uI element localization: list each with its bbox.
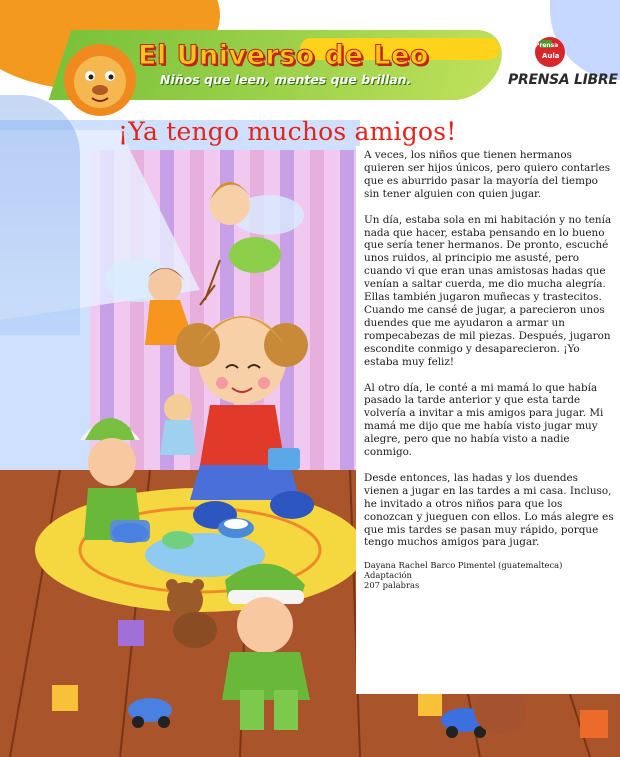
paragraph: A veces, los niños que tienen hermanos quieren ser hijos únicos, pero quiero contarles que es aburrido pasar la mayoría del tiempo sin tener alguien con quien jugar. <box>364 149 611 200</box>
paragraph: Desde entonces, las hadas y los duendes vienen a jugar en las tardes a mi casa. Incluso, he invitado a otros niños para que los conozcan y jueguen con ellos. Lo más alegre es que mis tardes se pasan muy rápido, porque tengo muchos amigos para jugar. <box>364 471 614 549</box>
brand-title: El Universo de Leo <box>138 40 429 71</box>
badge-line2: Aula <box>542 52 560 60</box>
credit-note: Adaptación <box>364 570 412 581</box>
article-credit <box>364 560 614 590</box>
brand-block <box>138 40 429 87</box>
article-body <box>364 149 614 590</box>
lion-logo-icon <box>60 40 140 120</box>
badge-line1: Prensa <box>535 42 559 49</box>
article-title: ¡Ya tengo muchos amigos! <box>118 117 457 146</box>
doll <box>160 394 196 455</box>
paragraph: Al otro día, le conté a mi mamá lo que había pasado la tarde anterior y que esta tarde volvería a invitar a mis amigos para jugar. Mi mamá me dijo que me había visto jugar muy alegre, pero que no había visto a nadie conmigo. <box>364 381 604 459</box>
publisher-name: PRENSA LIBRE <box>508 72 618 88</box>
left-blue-swoosh <box>0 95 80 335</box>
credit-author: Dayana Rachel Barco Pimentel (guatemalteca) <box>364 560 563 571</box>
credit-words: 207 palabras <box>364 580 420 591</box>
paragraph: Un día, estaba sola en mi habitación y no tenía nada que hacer, estaba pensando en lo bueno que sería tener hermanos. De pronto, escuché unos ruidos, al principio me asusté, pero cuando vi que eran unas amistosas hadas que venían a saltar cuerda, me dio mucha alegría. Ellas también jugaron muñecas y trastecitos. Cuando me cansé de jugar, a parecieron unos duendes que me ayudaron a armar un rompecabezas de mil piezas. Después, jugaron escondite conmigo y desaparecieron. ¡Yo estaba muy feliz! <box>364 213 612 368</box>
brand-tagline: Niños que leen, mentes que brillan. <box>160 72 412 87</box>
